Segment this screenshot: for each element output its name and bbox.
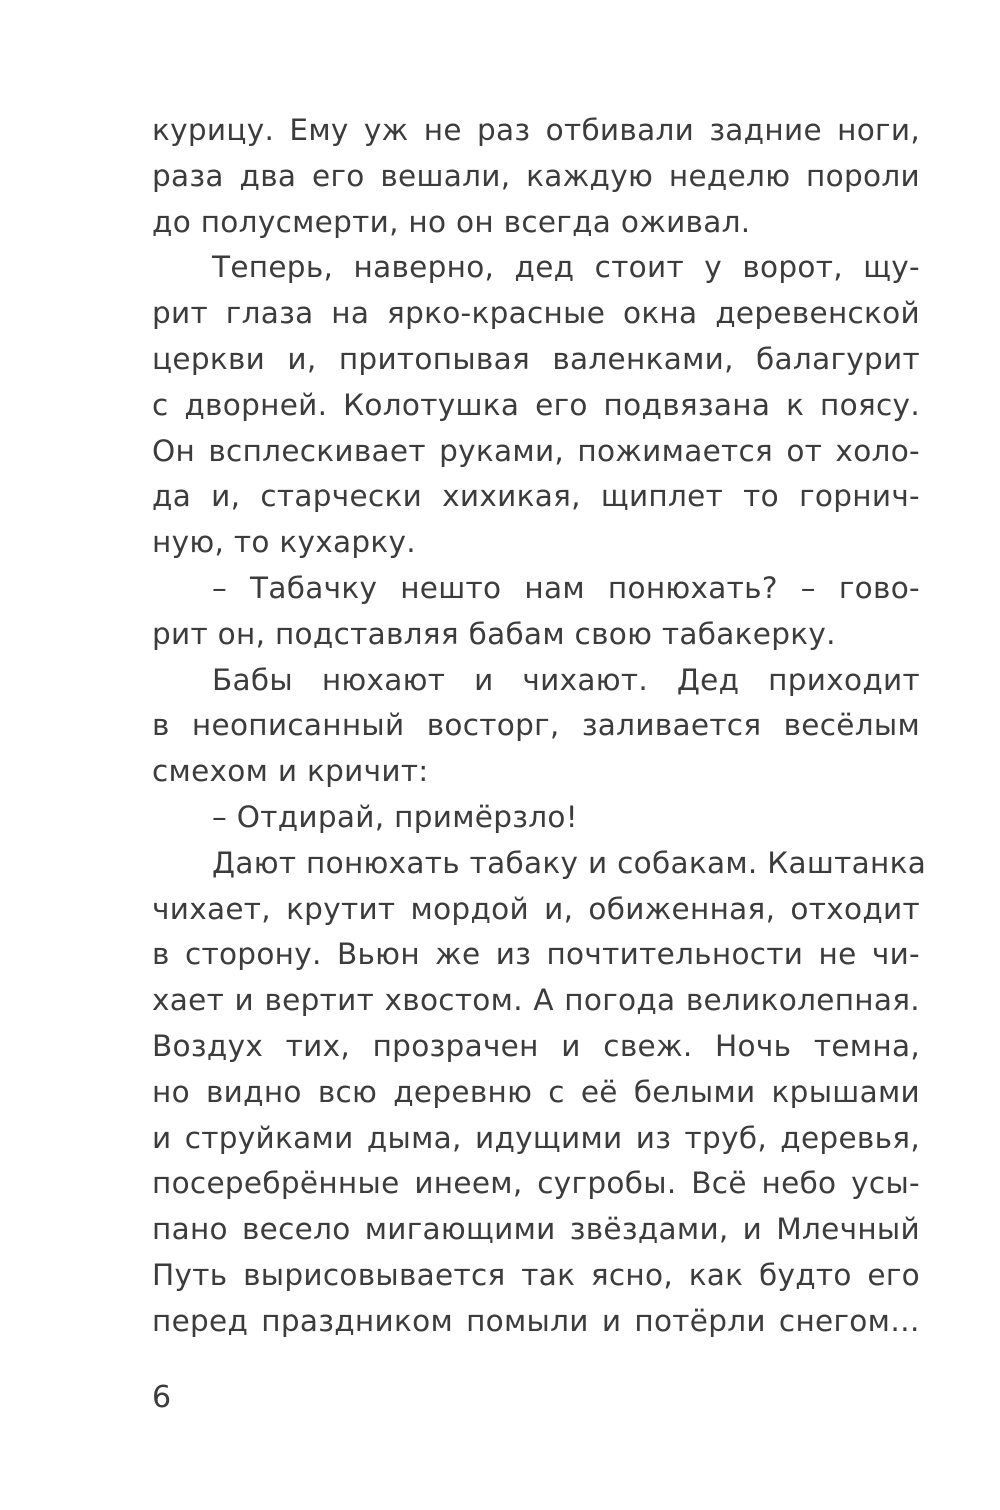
text-line: пано весело мигающими звёздами, и Млечный xyxy=(152,1212,920,1247)
text-line: – Табачку нешто нам понюхать? – гово- xyxy=(212,570,920,605)
text-line: Дают понюхать табаку и собакам. Каштанка xyxy=(212,845,927,880)
text-line: посеребрённые инеем, сугробы. Всё небо усы- xyxy=(152,1166,920,1201)
text-line: и струйками дыма, идущими из труб, деревья, xyxy=(152,1120,920,1155)
text-line: чихает, крутит мордой и, обиженная, отходит xyxy=(152,891,920,926)
text-line: хает и вертит хвостом. А погода великолепная. xyxy=(152,983,920,1018)
text-line: Путь вырисовывается так ясно, как будто его xyxy=(152,1257,920,1292)
text-line: курицу. Ему уж не раз отбивали задние ноги, xyxy=(152,113,920,147)
page-number: 6 xyxy=(152,1380,172,1415)
text-line: в сторону. Вьюн же из почтительности не чи- xyxy=(152,937,920,972)
text-line: перед праздником помыли и потёрли снегом… xyxy=(152,1303,920,1338)
text-line: да и, старчески хихикая, щиплет то горнич- xyxy=(152,479,920,514)
text-line: Он всплескивает руками, пожимается от холо- xyxy=(152,433,920,468)
text-line: с дворней. Колотушка его подвязана к поясу. xyxy=(152,387,920,422)
text-line: в неописанный восторг, заливается весёлым xyxy=(152,708,920,743)
text-line: Бабы нюхают и чихают. Дед приходит xyxy=(212,662,920,697)
text-line: Воздух тих, прозрачен и свеж. Ночь темна, xyxy=(152,1028,920,1063)
text-line: до полусмерти, но он всегда оживал. xyxy=(152,204,751,239)
text-line: ную, то кухарку. xyxy=(152,525,416,560)
text-line: но видно всю деревню с её белыми крышами xyxy=(152,1074,920,1109)
text-line: церкви и, притопывая валенками, балагурит xyxy=(152,341,920,376)
text-line: рит глаза на ярко-красные окна деревенской xyxy=(152,296,920,331)
text-line: смехом и кричит: xyxy=(152,754,429,789)
text-line: Теперь, наверно, дед стоит у ворот, щу- xyxy=(212,250,920,285)
text-line: – Отдирай, примёрзло! xyxy=(212,799,578,834)
text-line: рит он, подставляя бабам свою табакерку. xyxy=(152,616,836,651)
text-line: раза два его вешали, каждую неделю пороли xyxy=(152,158,920,193)
body-text xyxy=(152,108,927,1345)
